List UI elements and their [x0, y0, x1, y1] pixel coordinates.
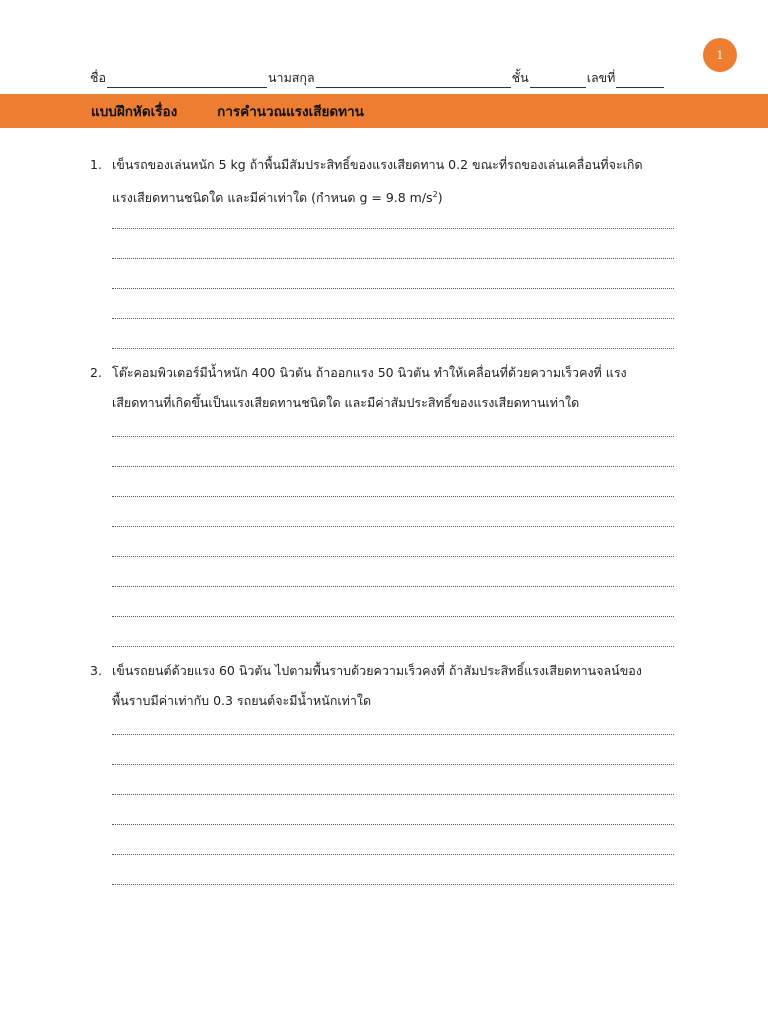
- exercise-label: แบบฝึกหัดเรื่อง: [91, 104, 178, 120]
- question-number: 2.: [90, 365, 102, 380]
- answer-line[interactable]: [112, 496, 674, 497]
- question-1: [90, 150, 680, 210]
- answer-line[interactable]: [112, 824, 674, 825]
- page-number-badge: 1: [703, 38, 737, 72]
- answer-line[interactable]: [112, 764, 674, 765]
- answer-line[interactable]: [112, 734, 674, 735]
- surname-field[interactable]: [316, 73, 511, 88]
- answer-line[interactable]: [112, 556, 674, 557]
- answer-line[interactable]: [112, 288, 674, 289]
- number-label: เลขที่: [586, 70, 616, 85]
- name-label: ชื่อ: [90, 70, 106, 85]
- answer-line[interactable]: [112, 526, 674, 527]
- question-number: 3.: [90, 663, 102, 678]
- class-label: ชั้น: [511, 70, 529, 85]
- answer-line[interactable]: [112, 348, 674, 349]
- question-number: 1.: [90, 157, 102, 172]
- answer-line[interactable]: [112, 586, 674, 587]
- question-text: พื้นราบมีค่าเท่ากับ 0.3 รถยนต์จะมีน้ำหนักเท่าใด: [112, 693, 372, 708]
- answer-line[interactable]: [112, 794, 674, 795]
- number-field[interactable]: [616, 73, 664, 88]
- student-info-row: [90, 68, 670, 88]
- answer-line[interactable]: [112, 436, 674, 437]
- question-text: โต๊ะคอมพิวเตอร์มีน้ำหนัก 400 นิวตัน ถ้าออกแรง 50 นิวตัน ทำให้เคลื่อนที่ด้วยความเร็วคงที่ แรง: [112, 365, 627, 380]
- answer-line[interactable]: [112, 616, 674, 617]
- exponent: 2: [432, 190, 438, 199]
- answer-line[interactable]: [112, 318, 674, 319]
- question-text: เข็นรถยนต์ด้วยแรง 60 นิวตัน ไปตามพื้นราบด้วยความเร็วคงที่ ถ้าสัมประสิทธิ์แรงเสียดทานจลน์ของ: [112, 663, 642, 678]
- question-3: [90, 656, 680, 716]
- answer-line[interactable]: [112, 258, 674, 259]
- question-text: แรงเสียดทานชนิดใด และมีค่าเท่าใด (กำหนด g = 9.8 m/s: [112, 190, 433, 206]
- answer-line[interactable]: [112, 466, 674, 467]
- name-field[interactable]: [107, 73, 267, 88]
- exercise-topic: การคำนวณแรงเสียดทาน: [217, 104, 364, 120]
- answer-line[interactable]: [112, 228, 674, 229]
- question-text: ): [437, 190, 443, 206]
- question-text: เสียดทานที่เกิดขึ้นเป็นแรงเสียดทานชนิดใด และมีค่าสัมประสิทธิ์ของแรงเสียดทานเท่าใด: [112, 395, 580, 410]
- answer-line[interactable]: [112, 646, 674, 647]
- surname-label: นามสกุล: [268, 70, 315, 85]
- answer-line[interactable]: [112, 884, 674, 885]
- question-text: เข็นรถของเล่นหนัก 5 kg ถ้าพื้นมีสัมประสิทธิ์ของแรงเสียดทาน 0.2 ขณะที่รถของเล่นเคลื่อนที่จะเกิด: [112, 157, 643, 172]
- answer-line[interactable]: [112, 854, 674, 855]
- question-2: [90, 358, 680, 418]
- title-bar: [0, 94, 768, 128]
- class-field[interactable]: [530, 73, 586, 88]
